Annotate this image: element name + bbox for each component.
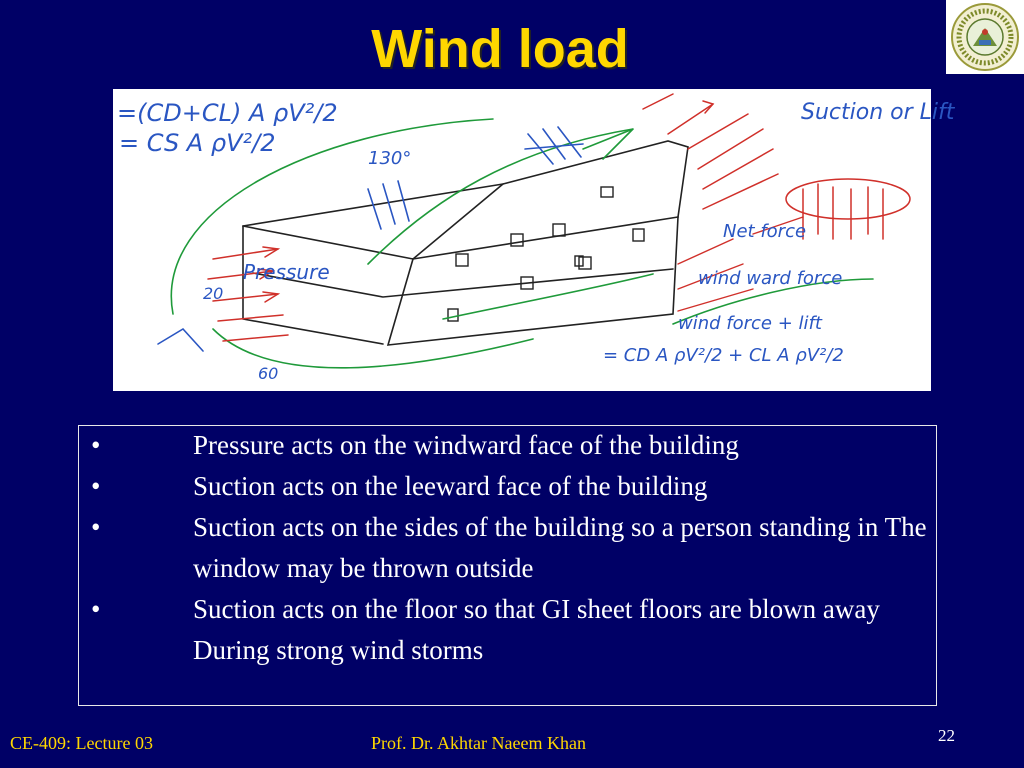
footer-author: Prof. Dr. Akhtar Naeem Khan	[371, 733, 586, 753]
bullet-item	[79, 589, 936, 671]
suction-lift-label: Suction or Lift	[801, 100, 955, 125]
formula-bottom: = CD A ρV²/2 + CL A ρV²/2	[603, 345, 844, 366]
formula-top-2: = CS A ρV²/2	[119, 129, 276, 157]
angle-20-label: 20	[203, 284, 224, 303]
formula-top-1: =(CD+CL) A ρV²/2	[117, 99, 338, 127]
window-marks	[448, 187, 644, 321]
windward-force-label: wind ward force	[698, 268, 843, 289]
slide-number: 22	[938, 726, 955, 745]
pressure-label: Pressure	[243, 260, 330, 284]
bullet-list	[78, 425, 937, 706]
bullet-item	[79, 466, 936, 507]
bullet-text: Suction acts on the floor so that GI sheet floors are blown away During strong wind storms	[193, 594, 880, 665]
university-seal-icon	[946, 0, 1024, 74]
net-force-label: Net force	[723, 221, 807, 242]
bullet-text: Suction acts on the sides of the building so a person standing in The window may be thrown outside	[193, 512, 927, 583]
angle-130-label: 130°	[368, 148, 412, 169]
bullet-item	[79, 425, 936, 466]
bullet-marker: •	[91, 430, 101, 460]
slide-title: Wind load	[371, 19, 629, 79]
red-suction-arrows	[643, 94, 778, 209]
bullet-text: Suction acts on the leeward face of the building	[193, 471, 708, 501]
footer-course: CE-409: Lecture 03	[10, 733, 153, 753]
bullet-item	[79, 507, 936, 589]
wind-force-lift-label: wind force + lift	[678, 313, 822, 334]
bullet-text: Pressure acts on the windward face of the building	[193, 430, 739, 460]
angle-60-label: 60	[258, 364, 279, 383]
bullet-marker: •	[91, 512, 101, 542]
wind-load-sketch	[113, 89, 955, 391]
bullet-marker: •	[91, 471, 101, 501]
bullet-marker: •	[91, 594, 101, 624]
